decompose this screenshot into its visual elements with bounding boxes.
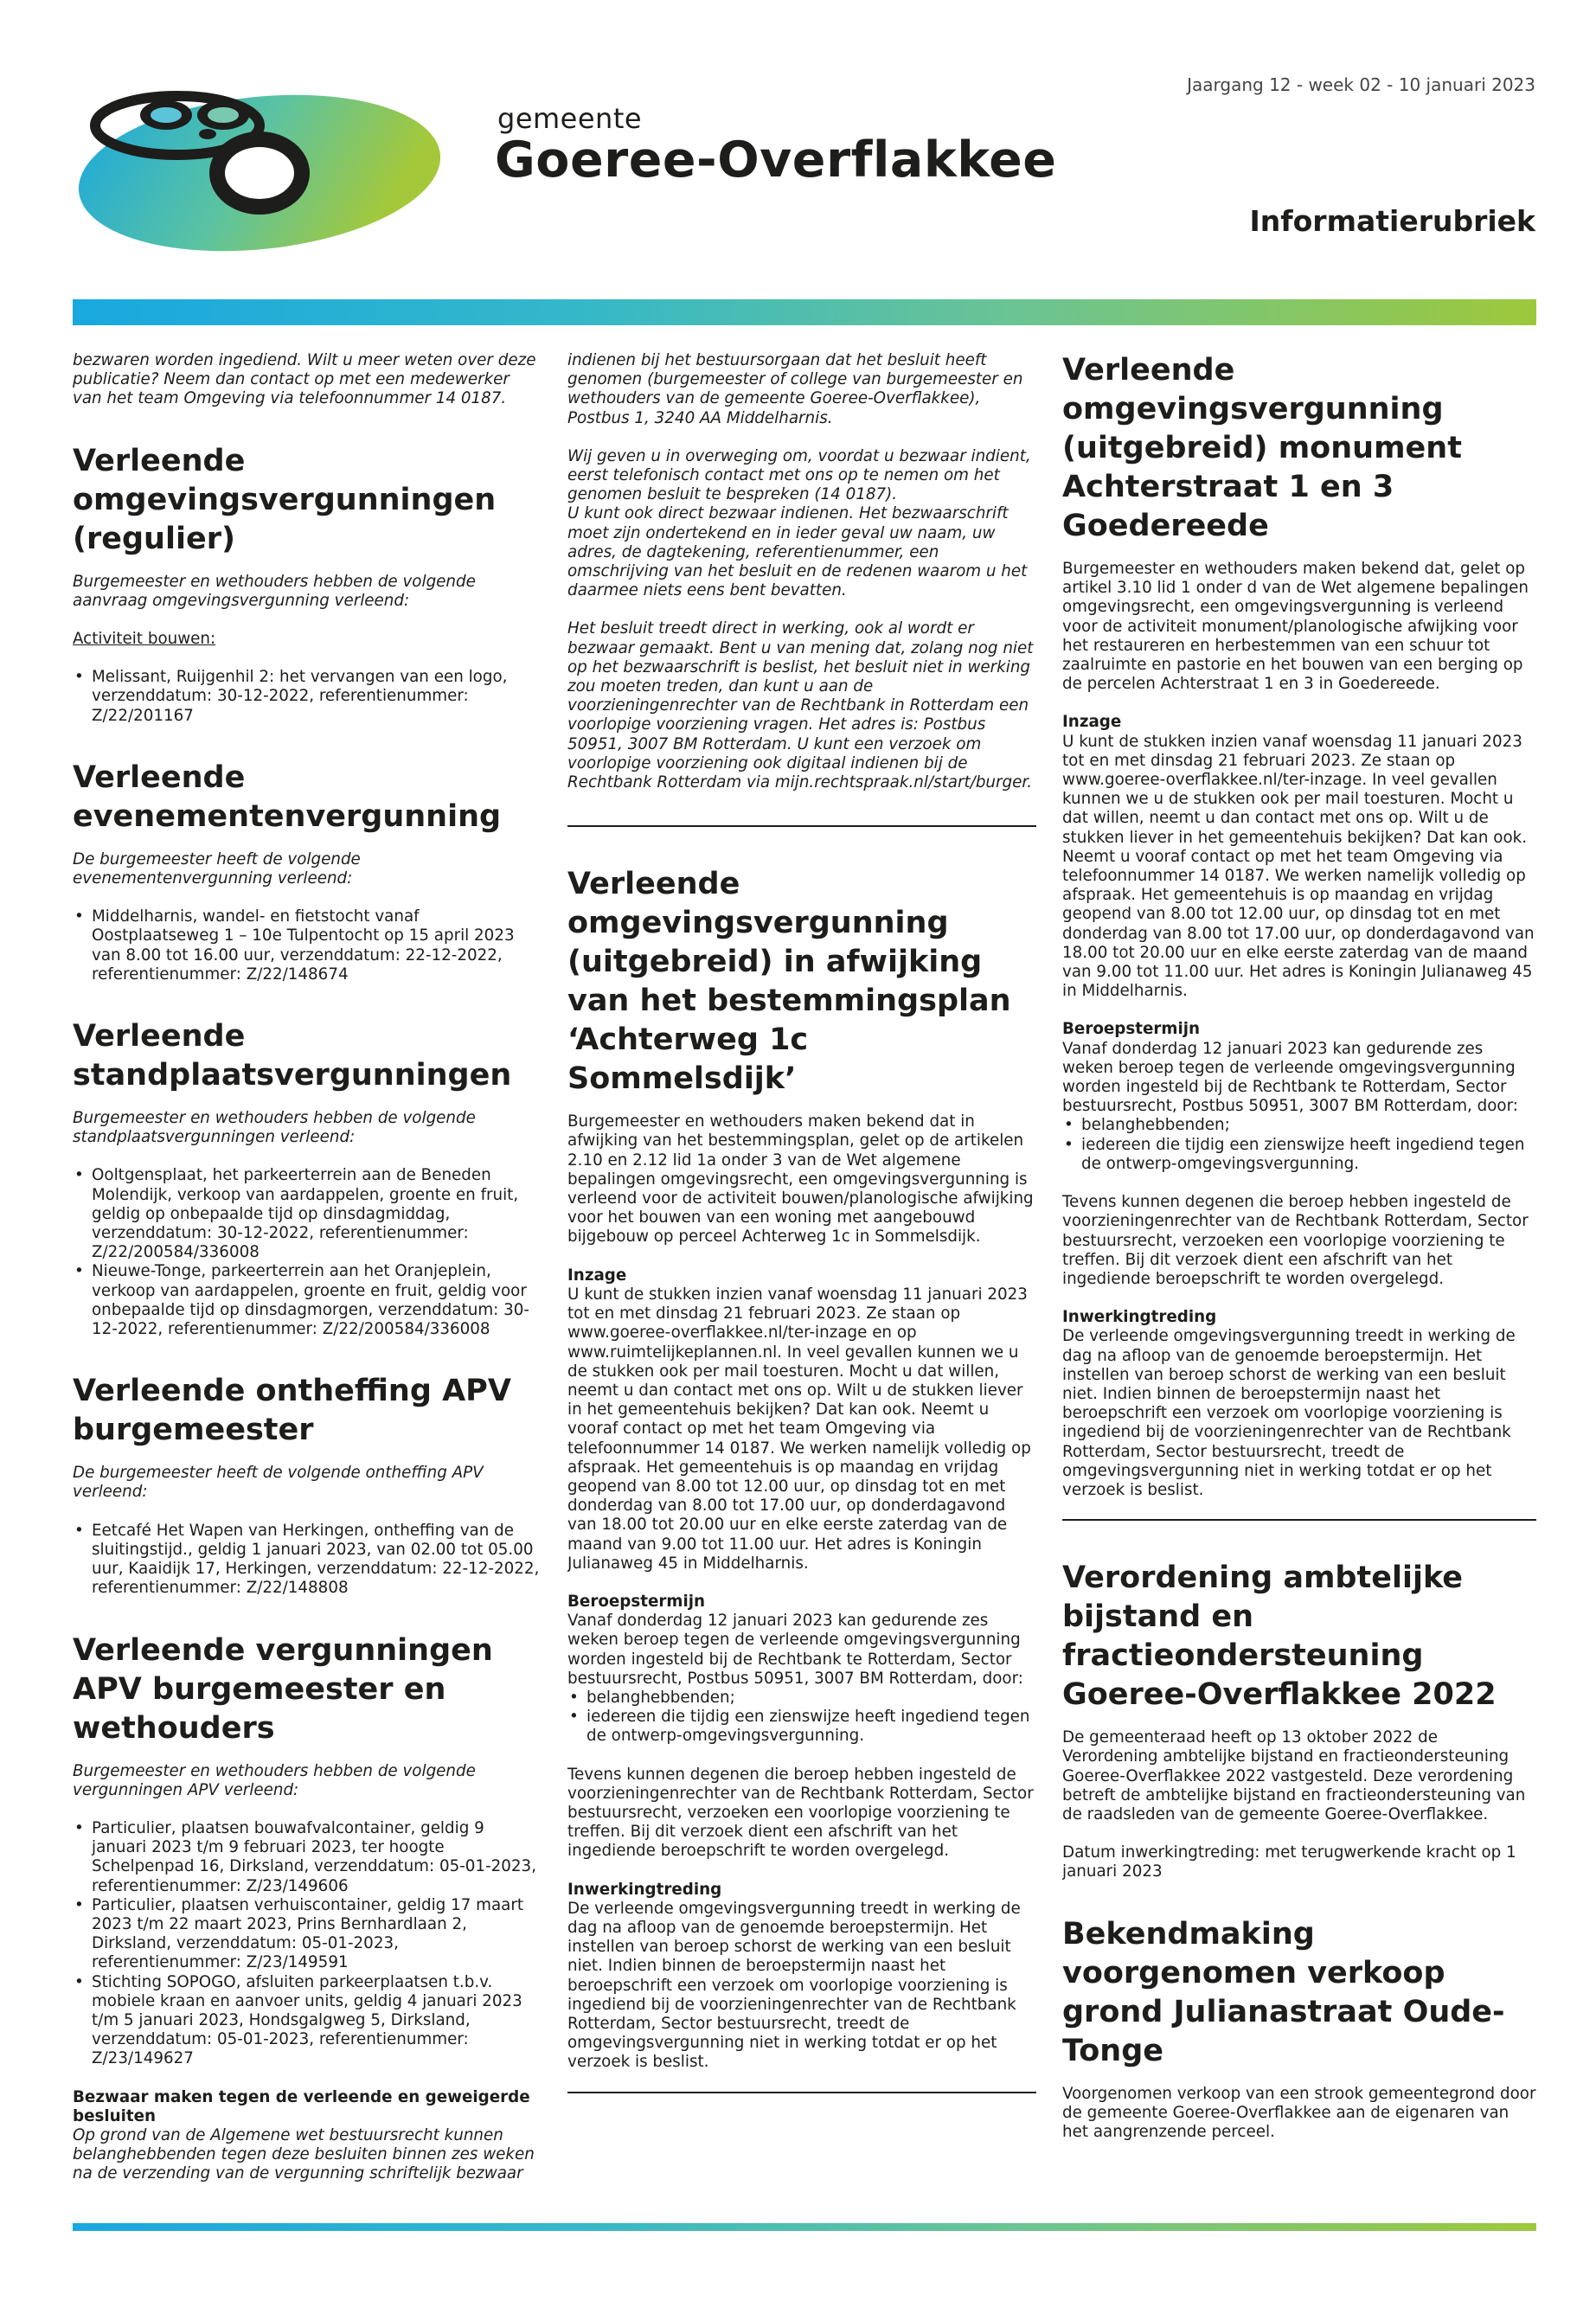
municipality-logo xyxy=(69,74,450,255)
inzage-heading: Inzage xyxy=(1062,713,1122,732)
objection-text: Op grond van de Algemene wet bestuursrecht kunnen belanghebbenden tegen deze besluiten binnen zes weken na de verzending van de vergunning schriftelijk bezwaar xyxy=(73,2125,535,2183)
tevens-text: Tevens kunnen degenen die beroep hebben ingesteld de voorzieningenrechter van de Rechtbank Rotterdam, Sector bestuursrecht, verzoeken een voorlopige voorziening te treffen. Bij dit verzoek dient een afschrift van het ingediende beroepschrift te worden overgelegd. xyxy=(567,1765,1034,1861)
section-lead: De burgemeester heeft de volgende evenementenvergunning verleend: xyxy=(73,849,361,888)
section-achterstraat-goedereede xyxy=(1062,351,1536,1500)
rubric-title: Informatierubriek xyxy=(1249,204,1535,238)
list-item: • Stichting SOPOGO, afsluiten parkeerplaatsen t.b.v. mobiele kraan en aanvoer units, geldig 4 januari 2023 t/m 5 januari 2023, Hondsgalgweg 5, Dirksland, verzenddatum: 05-01-2023, referentienummer: Z/23/149627 xyxy=(73,1973,542,2069)
section-evenementenvergunning xyxy=(73,759,542,984)
item-list xyxy=(73,668,542,726)
inwerking-text: De verleende omgevingsvergunning treedt in werking de dag na afloop van de genoemde beroepstermijn. Het instellen van beroep schorst de werking van een besluit niet. Indien binnen de beroepstermijn naast het beroepschrift een verzoek om voorlopige voorziening is ingediend bij de voorzieningenrechter van de Rechtbank Rotterdam, Sector bestuursrecht, treedt de omgevingsvergunning niet in werking totdat er op het verzoek is beslist. xyxy=(1062,1327,1516,1499)
list-item: • Particulier, plaatsen verhuiscontainer, geldig 17 maart 2023 t/m 22 maart 2023, Prins Bernhardlaan 2, Dirksland, verzenddatum: 05-01-2023, referentienummer: Z/23/149591 xyxy=(73,1896,542,1973)
section-body: Burgemeester en wethouders maken bekend dat in afwijking van het bestemmingsplan, gelet op de artikelen 2.10 en 2.12 lid 1a onder 3 van de Wet algemene bepalingen omgevingsrecht, een omgevingsvergunning is verleend voor de activiteit bouwen/planologische afwijking voor het bouwen van een woning met aangebouwd bijgebouw op perceel Achterweg 1c in Sommelsdijk. xyxy=(567,1112,1034,1247)
section-title: Verleende omgevingsvergunning (uitgebreid) monument Achterstraat 1 en 3 Goedereede xyxy=(1062,353,1462,543)
section-standplaatsvergunningen xyxy=(73,1017,542,1339)
list-item: • Ooltgensplaat, het parkeerterrein aan de Beneden Molendijk, verkoop van aardappelen, groente en fruit, geldig op onbepaalde tijd op dinsdagmiddag, verzenddatum: 30-12-2022, referentienummer: Z/22/200584/336008 xyxy=(73,1166,542,1262)
list-item: • belanghebbenden; xyxy=(1062,1116,1536,1135)
section-verordening xyxy=(1062,1559,1536,1881)
inzage-heading: Inzage xyxy=(567,1266,627,1285)
list-item: • Nieuwe-Tonge, parkeerterrein aan het Oranjeplein, verkoop van aardappelen, groente en fruit, geldig voor onbepaalde tijd op dinsdagmorgen, verzenddatum: 30-12-2022, referentienummer: Z/22/200584/336008 xyxy=(73,1262,542,1339)
section-title: Verleende standplaatsvergunningen xyxy=(73,1019,512,1093)
beroep-text: Vanaf donderdag 12 januari 2023 kan gedurende zes weken beroep tegen de verleende omgevingsvergunning worden ingesteld bij de Rechtbank te Rotterdam, Sector bestuursrecht, Postbus 50951, 3007 BM Rotterdam, door: xyxy=(1062,1039,1518,1116)
inzage-text: U kunt de stukken inzien vanaf woensdag 11 januari 2023 tot en met dinsdag 21 februari 2023. Ze staan op www.goeree-overflakkee.nl/ter-inzage. In veel gevallen kunnen we u de stukken ook per mail toesturen. Mocht u dat willen, neemt u dan contact met ons op. Wilt u de stukken liever in het gemeentehuis bekijken? Dat kan ook. Neemt u vooraf contact op met het team Omgeving via telefoonnummer 14 0187. We werken namelijk volledig op afspraak. Het gemeentehuis is op maandag en vrijdag geopend van 8.00 tot 12.00 uur, op dinsdag tot en met donderdag van 8.00 tot 17.00 uur, op donderdagavond van 18.00 tot 20.00 uur en elke eerste zaterdag van de maand van 9.00 tot 11.00 uur. Het adres is Koningin Julianaweg 45 in Middelharnis. xyxy=(1062,732,1535,1001)
section-body: De gemeenteraad heeft op 13 oktober 2022 de Verordening ambtelijke bijstand en fractieondersteuning Goeree-Overflakkee 2022 vastgesteld. Deze verordening betreft de ambtelijke bijstand en fractieondersteuning van de raadsleden van de gemeente Goeree-Overflakkee. xyxy=(1062,1728,1526,1823)
footer-color-band xyxy=(73,2223,1536,2231)
item-list xyxy=(73,1819,542,2069)
section-divider xyxy=(1062,1519,1536,1521)
tevens-text: Tevens kunnen degenen die beroep hebben ingesteld de voorzieningenrechter van de Rechtbank Rotterdam, Sector bestuursrecht, verzoeken een voorlopige voorziening te treffen. Bij dit verzoek dient een afschrift van het ingediende beroepschrift te worden overgelegd. xyxy=(1062,1193,1529,1288)
municipality-name: Goeree-Overflakkee xyxy=(495,131,1057,189)
section-title: Verleende omgevingsvergunning (uitgebreid) in afwijking van het bestemmingsplan ‘Achterweg 1c Sommelsdijk’ xyxy=(567,867,1011,1097)
section-title: Verordening ambtelijke bijstand en fractieondersteuning Goeree-Overflakkee 2022 xyxy=(1062,1561,1497,1713)
list-item: • Particulier, plaatsen bouwafvalcontainer, geldig 9 januari 2023 t/m 9 februari 2023, ter hoogte Schelpenpad 16, Dirksland, verzenddatum: 05-01-2023, referentienummer: Z/23/149606 xyxy=(73,1819,542,1896)
beroep-list xyxy=(1062,1116,1536,1174)
beroep-text: Vanaf donderdag 12 januari 2023 kan gedurende zes weken beroep tegen de verleende omgevingsvergunning worden ingesteld bij de Rechtbank te Rotterdam, Sector bestuursrecht, Postbus 50951, 3007 BM Rotterdam, door: xyxy=(567,1612,1023,1688)
beroep-heading: Beroepstermijn xyxy=(567,1592,706,1611)
municipality-prefix: gemeente xyxy=(497,102,643,135)
objection-advice: Wij geven u in overweging om, voordat u bezwaar indient, eerst telefonisch contact met ons op te nemen om het genomen besluit te bespreken (14 0187). xyxy=(567,446,1031,504)
column-2 xyxy=(567,351,1036,2211)
column-3 xyxy=(1062,351,1536,2211)
section-lead: Burgemeester en wethouders hebben de volgende vergunningen APV verleend: xyxy=(73,1761,476,1799)
list-item: • belanghebbenden; xyxy=(567,1689,1036,1708)
list-item: • Melissant, Ruijgenhil 2: het vervangen van een logo, verzenddatum: 30-12-2022, referentienummer: Z/22/201167 xyxy=(73,668,542,726)
page-header xyxy=(0,0,1596,329)
objection-heading: Bezwaar maken tegen de verleende en geweigerde besluiten xyxy=(73,2087,530,2125)
section-title: Verleende evenementenvergunning xyxy=(73,760,502,834)
continuation-text: bezwaren worden ingediend. Wilt u meer weten over deze publicatie? Neem dan contact op met een medewerker van het team Omgeving via telefoonnummer 14 0187. xyxy=(73,351,536,408)
beroep-heading: Beroepstermijn xyxy=(1062,1020,1201,1039)
list-item: • Middelharnis, wandel- en fietstocht vanaf Oostplaatseweg 1 – 10e Tulpentocht op 15 april 2023 van 8.00 tot 16.00 uur, verzenddatum: 22-12-2022, referentienummer: Z/22/148674 xyxy=(73,907,542,984)
effective-date: Datum inwerkingtreding: met terugwerkende kracht op 1 januari 2023 xyxy=(1062,1843,1516,1881)
list-item: • iedereen die tijdig een zienswijze heeft ingediend tegen de ontwerp-omgevingsvergunning. xyxy=(1062,1136,1536,1174)
section-vergunningen-apv xyxy=(73,1631,542,2184)
inwerking-text: De verleende omgevingsvergunning treedt in werking de dag na afloop van de genoemde beroepstermijn. Het instellen van beroep schorst de werking van een besluit niet. Indien binnen de beroepstermijn naast het beroepschrift een verzoek om voorlopige voorziening is ingediend bij de voorzieningenrechter van de Rechtbank Rotterdam, Sector bestuursrecht, treedt de omgevingsvergunning niet in werking totdat er op het verzoek is beslist. xyxy=(567,1899,1021,2072)
section-lead: Burgemeester en wethouders hebben de volgende aanvraag omgevingsvergunning verleend: xyxy=(73,572,476,610)
column-1 xyxy=(73,351,542,2211)
section-lead: De burgemeester heeft de volgende ontheffing APV verleend: xyxy=(73,1464,484,1502)
item-list xyxy=(73,907,542,984)
section-lead: Burgemeester en wethouders hebben de volgende standplaatsvergunningen verleend: xyxy=(73,1109,476,1147)
section-omgevingsvergunningen-regulier xyxy=(73,442,542,726)
beroep-list xyxy=(567,1689,1036,1747)
objection-direct: U kunt ook direct bezwaar indienen. Het bezwaarschrift moet zijn ondertekend en in ieder geval uw naam, uw adres, de dagtekening, referentienummer, een omschrijving van het besluit en de redenen waarom u het daarmee niets eens bent bevatten. xyxy=(567,504,1028,600)
activity-label: Activiteit bouwen: xyxy=(73,630,216,649)
objection-provisional: Het besluit treedt direct in werking, ook al wordt er bezwaar gemaakt. Bent u van mening dat, zolang nog niet op het bezwaarschrift is beslist, het besluit niet in werking zou moeten treden, dan kunt u aan de voorzieningenrechter van de Rechtbank in Rotterdam een voorlopige voorziening vragen. Het adres is: Postbus 50951, 3007 BM Rotterdam. U kunt een verzoek om voorlopige voorziening ook digitaal indienen bij de Rechtbank Rotterdam via mijn.rechtspraak.nl/start/burger. xyxy=(567,619,1034,792)
section-title: Verleende vergunningen APV burgemeester en wethouders xyxy=(73,1632,493,1746)
list-item: • iedereen die tijdig een zienswijze heeft ingediend tegen de ontwerp-omgevingsvergunning. xyxy=(567,1708,1036,1746)
section-divider xyxy=(567,2092,1036,2093)
item-list xyxy=(73,1166,542,1339)
list-item: • Eetcafé Het Wapen van Herkingen, ontheffing van de sluitingstijd., geldig 1 januari 2023, van 02.00 tot 05.00 uur, Kaaidijk 17, Herkingen, verzenddatum: 22-12-2022, referentienummer: Z/22/148808 xyxy=(73,1522,542,1599)
section-verkoop-grond xyxy=(1062,1915,1536,2143)
section-title: Verleende ontheffing APV burgemeester xyxy=(73,1374,511,1448)
section-achterweg-1c xyxy=(567,865,1036,2072)
section-divider xyxy=(567,825,1036,827)
section-ontheffing-apv xyxy=(73,1372,542,1598)
section-title: Verleende omgevingsvergunningen (regulier) xyxy=(73,443,497,556)
issue-line: Jaargang 12 - week 02 - 10 januari 2023 xyxy=(1187,74,1535,95)
inwerking-heading: Inwerkingtreding xyxy=(567,1880,722,1899)
objection-continued: indienen bij het bestuursorgaan dat het besluit heeft genomen (burgemeester of college van burgemeester en wethouders van de gemeente Goeree-Overflakkee), Postbus 1, 3240 AA Middelharnis. xyxy=(567,351,1023,427)
inwerking-heading: Inwerkingtreding xyxy=(1062,1308,1217,1327)
section-title: Bekendmaking voorgenomen verkoop grond Julianastraat Oude-Tonge xyxy=(1062,1916,1505,2068)
item-list xyxy=(73,1522,542,1599)
header-color-band xyxy=(73,299,1536,325)
section-body: Burgemeester en wethouders maken bekend dat, gelet op artikel 3.10 lid 1 onder d van de Wet algemene bepalingen omgevingsrecht, een omgevingsvergunning is verleend voor de activiteit monument/planologische afwijking voor het restaureren en herbestemmen van een schuur tot zaalruimte en pastorie en het bouwen van een berging op de percelen Achterstraat 1 en 3 in Goedereede. xyxy=(1062,560,1529,694)
inzage-text: U kunt de stukken inzien vanaf woensdag 11 januari 2023 tot en met dinsdag 21 februari 2023. Ze staan op www.goeree-overflakkee.nl/ter-inzage en op www.ruimtelijkeplannen.nl. In veel gevallen kunnen we u de stukken ook per mail toesturen. Mocht u dat willen, neemt u dan contact met ons op. Wilt u de stukken liever in het gemeentehuis bekijken? Dat kan ook. Neemt u vooraf contact op met het team Omgeving via telefoonnummer 14 0187. We werken namelijk volledig op afspraak. Het gemeentehuis is op maandag en vrijdag geopend van 8.00 tot 12.00 uur, op dinsdag tot en met donderdag van 8.00 tot 17.00 uur, op donderdagavond van 18.00 tot 20.00 uur en elke eerste zaterdag van de maand van 9.00 tot 11.00 uur. Het adres is Koningin Julianaweg 45 in Middelharnis. xyxy=(567,1285,1031,1573)
section-body: Voorgenomen verkoop van een strook gemeentegrond door de gemeente Goeree-Overflakkee aan de eigenaren van het aangrenzende perceel. xyxy=(1062,2084,1536,2141)
